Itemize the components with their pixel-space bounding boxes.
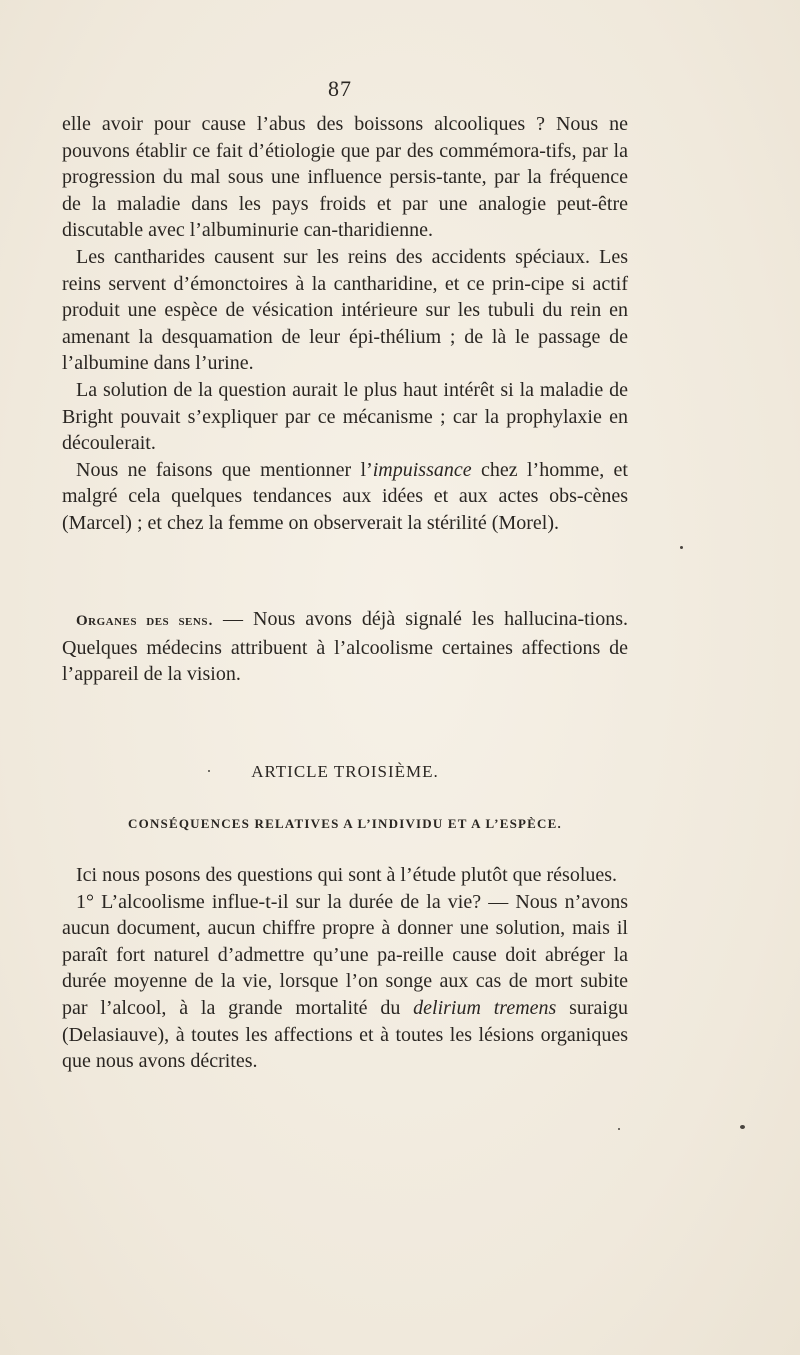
question-italic: delirium tremens bbox=[413, 996, 557, 1019]
impuissance-italic: impuissance bbox=[372, 458, 472, 481]
impuissance-before: Nous ne faisons que mentionner l’ bbox=[76, 458, 373, 481]
paragraph-organes bbox=[62, 606, 628, 688]
text-block-organes bbox=[62, 606, 628, 688]
page-number: 87 bbox=[328, 76, 352, 101]
ink-speck bbox=[618, 1128, 620, 1130]
paragraph-impuissance bbox=[62, 457, 628, 537]
paragraph-cantharides: Les cantharides causent sur les reins des accidents spéciaux. Les reins servent d’émonctoires à la cantharidine, et ce prin-cipe si actif produit une espèce de vésication intérieure sur les tubuli du rein en amenant la desquamation de leur épi-thélium ; de là le passage de l’albumine dans l’urine. bbox=[62, 245, 628, 375]
paragraph-intro: Ici nous posons des questions qui sont à l’étude plutôt que résolues. bbox=[76, 864, 618, 886]
impuissance-after: chez l’homme, et malgré cela quelques tendances aux idées et aux actes obs-cènes (Marcel) ; et chez la femme on observerait la stérilité (Morel). bbox=[62, 458, 628, 534]
paragraph-question bbox=[62, 889, 628, 1075]
question-after: suraigu (Delasiauve), à toutes les affections et à toutes les lésions organiques que nous avons décrites. bbox=[62, 996, 628, 1073]
article-heading: ARTICLE TROISIÈME. bbox=[251, 762, 439, 781]
article-subheading: CONSÉQUENCES RELATIVES A L’INDIVIDU ET A L’ESPÈCE. bbox=[128, 816, 562, 831]
question-before: 1° L’alcoolisme influe-t-il sur la durée de la vie? — Nous n’avons aucun document, aucun chiffre propre à donner une solution, mais il paraît fort naturel d’admettre qu’une pa-reille cause doit abréger la durée moyenne de la vie, lorsque l’on songe aux cas de mort subite par l’alcool, à la grande mortalité du bbox=[62, 890, 628, 1019]
organes-text: . — Nous avons déjà signalé les hallucina-tions. Quelques médecins attribuent à l’alcoolisme certaines affections de l’appareil de la vision. bbox=[62, 608, 628, 686]
paragraph-bright: La solution de la question aurait le plus haut intérêt si la maladie de Bright pouvait s’expliquer par ce mécanisme ; car la prophylaxie en découlerait. bbox=[62, 378, 628, 455]
organes-lead: Organes des sens bbox=[76, 613, 208, 629]
ink-speck bbox=[208, 770, 210, 772]
paragraph-etiologie: elle avoir pour cause l’abus des boissons alcooliques ? Nous ne pouvons établir ce fait d’étiologie que par des commémora-tifs, par la progression du mal sous une influence persis-tante, par la fréquence de la maladie dans les pays froids et par une analogie peut-être discutable avec l’albuminurie can-tharidienne. bbox=[62, 113, 628, 242]
text-block-bottom bbox=[62, 862, 628, 1075]
text-block-top bbox=[62, 111, 628, 537]
ink-speck bbox=[680, 546, 683, 549]
ink-speck bbox=[740, 1125, 745, 1129]
